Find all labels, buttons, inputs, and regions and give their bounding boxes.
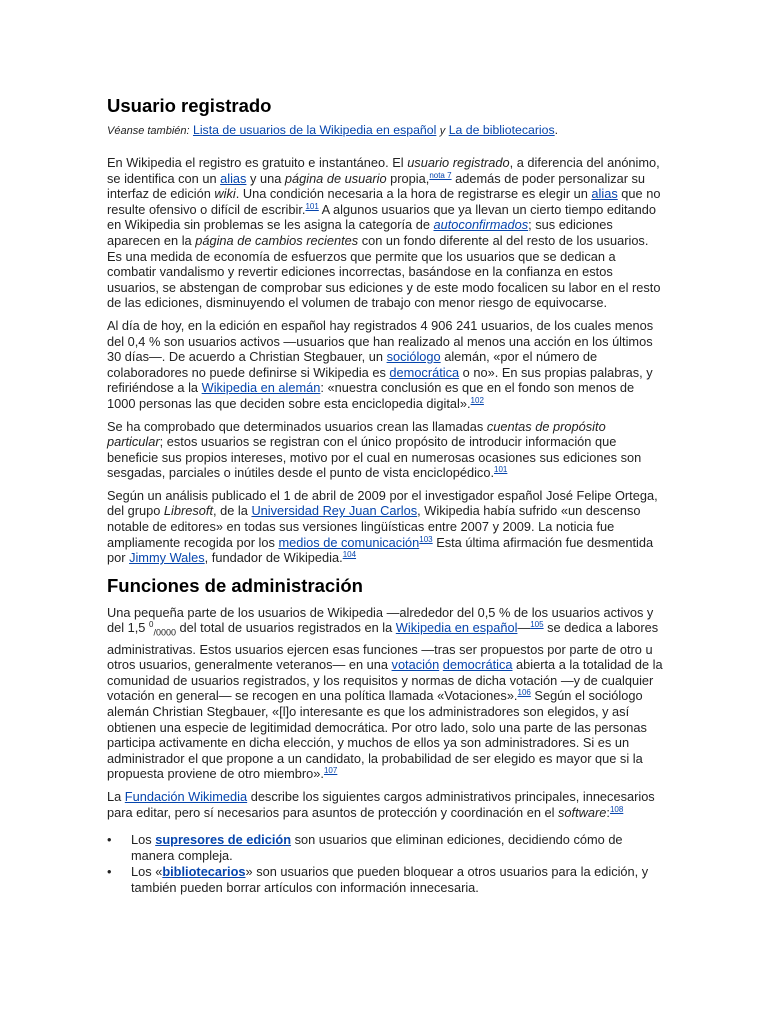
see-also-link-lista-usuarios[interactable]: Lista de usuarios de la Wikipedia en español [192,123,437,137]
paragraph-cuentas-proposito: Se ha comprobado que determinados usuarios crean las llamadas cuentas de propósito particular; estos usuarios se registran con el único propósito de introducir información que beneficie sus propios intereses, motivo por el cual en numerosas ocasiones sus ediciones son sesgadas, parciales o inútiles desde el punto de vista enciclopédico.$^{101}$ [107,418,642,481]
list-item: • Los supresores de edición son usuarios que eliminan ediciones, decidiendo cómo de manera compleja. [107,832,623,863]
paragraph-usuarios-activos: Al día de hoy, en la edición en español hay registrados 4 906 241 usuarios, de los cuales menos del 0,4 % son usuarios activos —usuarios que han realizado al menos una acción en los últimos 30 días—. De acuerdo a Christian Stegbauer, un sociólogo alemán, «por el número de colaboradores no puede definirse si Wikipedia es democrática o no». En sus propias palabras, y refiriéndose a la Wikipedia en alemán: «nuestra conclusión es que en el fondo son menos de 1000 personas las que deciden sobre esta enciclopedia digital».$^{102}$ [107,317,654,411]
bullet: • [107,864,112,880]
footnote-108[interactable]: 108 [609,804,624,814]
link-fundacion-wikimedia[interactable]: Fundación Wikimedia [124,788,248,804]
footnote-nota-7[interactable]: nota 7 [429,170,452,180]
link-medios-comunicacion[interactable]: medios de comunicación [278,534,420,550]
section-heading-usuario-registrado: Usuario registrado [107,95,272,116]
footnote-106[interactable]: 106 [517,688,531,698]
link-democratica-2[interactable]: democrática [442,657,513,673]
see-also-label: Véanse también: [107,125,190,137]
section-heading-funciones-administracion: Funciones de administración [107,574,363,596]
admin-roles-list [107,832,664,895]
link-supresores-edicion[interactable]: supresores de edición [155,832,292,848]
see-also-link-bibliotecarios[interactable]: La de bibliotecarios [448,123,555,137]
link-wikipedia-espanol[interactable]: Wikipedia en español [395,620,518,636]
link-wikipedia-aleman[interactable]: Wikipedia en alemán [201,380,321,396]
footnote-105[interactable]: 105 [530,620,544,630]
link-democratica[interactable]: democrática [389,364,460,380]
footnote-104[interactable]: 104 [342,550,357,560]
link-sociologo[interactable]: sociólogo [386,349,441,365]
list-item: • Los «bibliotecarios» son usuarios que pueden bloquear a otros usuarios para la edición, y también pueden borrar artículos con información innecesaria. [107,864,649,895]
paragraph-registro: En Wikipedia el registro es gratuito e instantáneo. El usuario registrado, a diferencia del anónimo, se identifica con un alias y una página de usuario propia,$^{nota 7}$ además de poder personalizar su interfaz de edición wiki. Una condición necesaria a la hora de registrarse es elegir un alias que no resulte ofensivo o difícil de escribir.$^{101}$ A algunos usuarios que ya llevan un cierto tiempo editando en Wikipedia sin problemas se les asigna la categoría de autoconfirmados; sus ediciones aparecen en la página de cambios recientes con un fondo diferente al del resto de los usuarios. Es una medida de economía de esfuerzos que permite que los usuarios que se dedican a combatir vandalismo y revertir ediciones incorrectas, basándose en la confianza en estos usuarios, se abstengan de comprobar sus ediciones y de este modo focalicen su labor en el resto de las ediciones, disminuyendo el volumen de trabajo con menor riesgo de equivocarse. [107,155,661,311]
bullet: • [107,832,112,848]
footnote-107[interactable]: 107 [323,766,338,776]
link-bibliotecarios[interactable]: bibliotecarios [162,864,246,880]
paragraph-administradores: Una pequeña parte de los usuarios de Wikipedia —alrededor del 0,5 % de los usuarios activos y del 1,5 $^0_{/0000}$ del total de usuarios registrados en la Wikipedia en español—$^{105}$ se dedica a labores administrativas. Estos usuarios ejercen esas funciones —tras ser propuestos por parte de otro u otros usuarios, generalmente veteranos— en una votación democrática abierta a la totalidad de la comunidad de usuarios registrados, y los requisitos y normas de dicha votación —y de cualquier votación en general— se recogen en una política llamada «Votaciones».$^{106}$ Según el sociólogo alemán Christian Stegbauer, «[l]o interesante es que los administradores son elegidos, y así obtienen una especie de legitimidad democrática. Por otro lado, solo una parte de las personas participa activamente en dicha elección, y muchos de ellos ya son administradores. Si es un administrador el que propone a un candidato, la probabilidad de ser elegido es mayor que si la propuesta proviene de otro miembro».$^{107}$ [107,604,663,782]
link-alias[interactable]: alias [220,170,247,186]
link-jimmy-wales[interactable]: Jimmy Wales [129,550,205,566]
see-also-conjunction: y [439,125,446,137]
footnote-102[interactable]: 102 [470,395,484,405]
paragraph-analisis: Según un análisis publicado el 1 de abril de 2009 por el investigador español José Felipe Ortega, del grupo Libresoft, de la Universidad Rey Juan Carlos, Wikipedia había sufrido «un descenso notable de editores» en todas sus versiones lingüísticas entre 2007 y 2009. La noticia fue ampliamente recogida por los medios de comunicación$^{103}$ Esta última afirmación fue desmentida por Jimmy Wales, fundador de Wikipedia.$^{104}$ [107,487,658,566]
see-also-line: Véanse también: Lista de usuarios de la Wikipedia en español y La de bibliotecarios. [107,123,559,137]
footnote-103[interactable]: 103 [419,534,433,544]
footnote-101[interactable]: 101 [305,201,319,211]
link-votacion[interactable]: votación [391,657,440,673]
link-alias-2[interactable]: alias [591,186,618,202]
link-autoconfirmados[interactable]: autoconfirmados [433,217,529,233]
paragraph-fundacion: La Fundación Wikimedia describe los siguientes cargos administrativos principales, innecesarios para editar, pero sí necesarios para asuntos de protección y coordinación en el software:$^{108}$ [107,788,655,820]
link-universidad-rey-juan-carlos[interactable]: Universidad Rey Juan Carlos [251,503,418,519]
footnote-101-b[interactable]: 101 [494,465,508,475]
